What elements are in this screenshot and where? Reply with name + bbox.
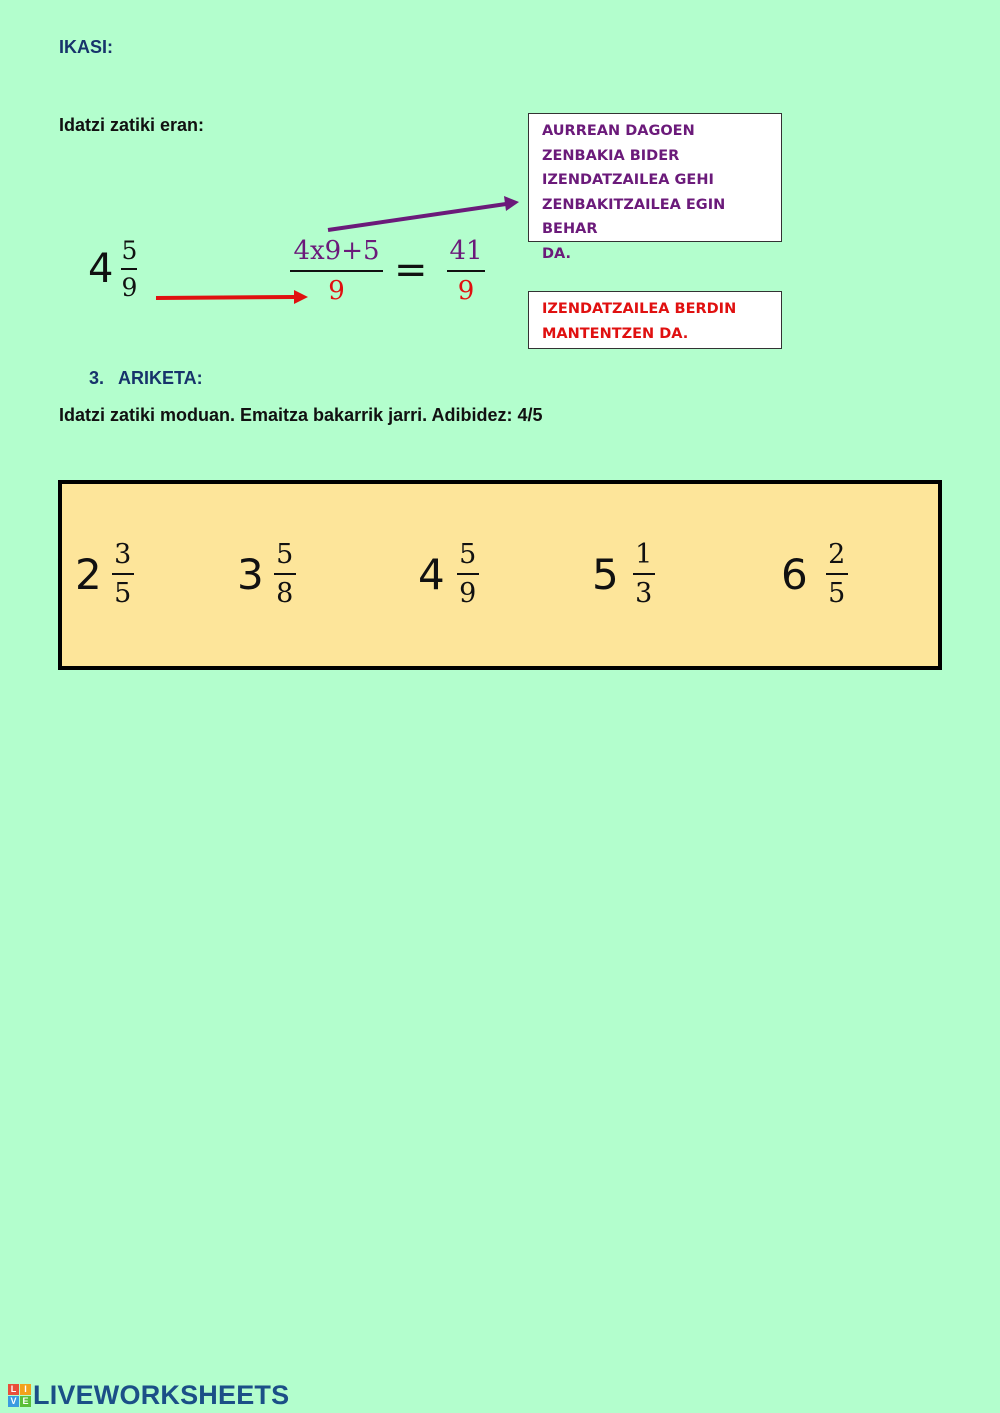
exercise-number: 3. (89, 368, 105, 388)
expression-numerator: 4x9+5 (293, 236, 380, 266)
equals-sign: = (394, 247, 428, 293)
expression-denominator: 9 (328, 276, 345, 306)
item-fraction (633, 541, 655, 607)
item-numerator: 5 (459, 539, 477, 570)
item-whole: 2 (75, 549, 102, 599)
logo-grid-icon (8, 1384, 31, 1407)
exercise-title: ARIKETA: (118, 368, 203, 388)
example-denominator: 9 (121, 273, 138, 302)
fraction-bar (112, 573, 134, 575)
note-line: DA. (542, 245, 572, 262)
item-fraction (274, 541, 296, 607)
logo-letter: E (20, 1396, 31, 1407)
exercise-item-2[interactable] (237, 541, 296, 607)
exercise-item-4[interactable] (592, 541, 655, 607)
note-line: ZENBAKITZAILEA EGIN BEHAR (542, 196, 726, 237)
exercise-item-3[interactable] (418, 541, 479, 607)
note-box-purple (528, 113, 782, 262)
exercise-item-1[interactable] (75, 541, 134, 607)
fraction-bar (274, 573, 296, 575)
result-numerator: 41 (449, 236, 483, 266)
logo-letter: V (8, 1396, 19, 1407)
item-denominator: 9 (459, 578, 477, 609)
learn-heading: IKASI: (59, 37, 113, 57)
liveworksheets-logo[interactable] (8, 1379, 289, 1411)
note-line: AURREAN DAGOEN (542, 123, 695, 139)
item-whole: 5 (592, 549, 619, 599)
item-numerator: 3 (114, 539, 132, 570)
item-numerator: 1 (635, 539, 653, 570)
item-whole: 3 (237, 549, 264, 599)
item-denominator: 3 (635, 578, 653, 609)
item-whole: 4 (418, 549, 445, 599)
red-arrow-icon (156, 290, 308, 304)
logo-text: LIVEWORKSHEETS (33, 1379, 290, 1410)
item-numerator: 2 (828, 539, 846, 570)
note-box-red (528, 291, 782, 349)
fraction-bar (457, 573, 479, 575)
example-numerator: 5 (121, 236, 138, 265)
fraction-bar (826, 573, 848, 575)
note-line: ZENBAKIA BIDER (542, 147, 680, 164)
item-fraction (457, 541, 479, 607)
item-denominator: 8 (276, 578, 294, 609)
item-fraction (826, 541, 848, 607)
note-line: MANTENTZEN DA. (542, 325, 689, 342)
result-denominator: 9 (457, 276, 475, 306)
learn-instruction: Idatzi zatiki eran: (59, 115, 205, 135)
exercise-box (58, 480, 942, 670)
note-line: IZENDATZAILEA BERDIN (542, 301, 737, 317)
item-numerator: 5 (276, 539, 294, 570)
example-whole: 4 (88, 246, 114, 292)
logo-letter: I (20, 1384, 31, 1395)
item-denominator: 5 (828, 578, 846, 609)
exercise-item-5[interactable] (781, 541, 848, 607)
logo-letter: L (8, 1384, 19, 1395)
note-line: IZENDATZAILEA GEHI (542, 172, 714, 188)
example-arrows (0, 0, 1000, 400)
item-fraction (112, 541, 134, 607)
item-denominator: 5 (114, 578, 132, 609)
purple-arrow-icon (328, 196, 519, 230)
exercise-heading (89, 368, 203, 389)
fraction-bar (633, 573, 655, 575)
exercise-instruction: Idatzi zatiki moduan. Emaitza bakarrik jarri. Adibidez: 4/5 (59, 405, 543, 425)
item-whole: 6 (781, 549, 808, 599)
